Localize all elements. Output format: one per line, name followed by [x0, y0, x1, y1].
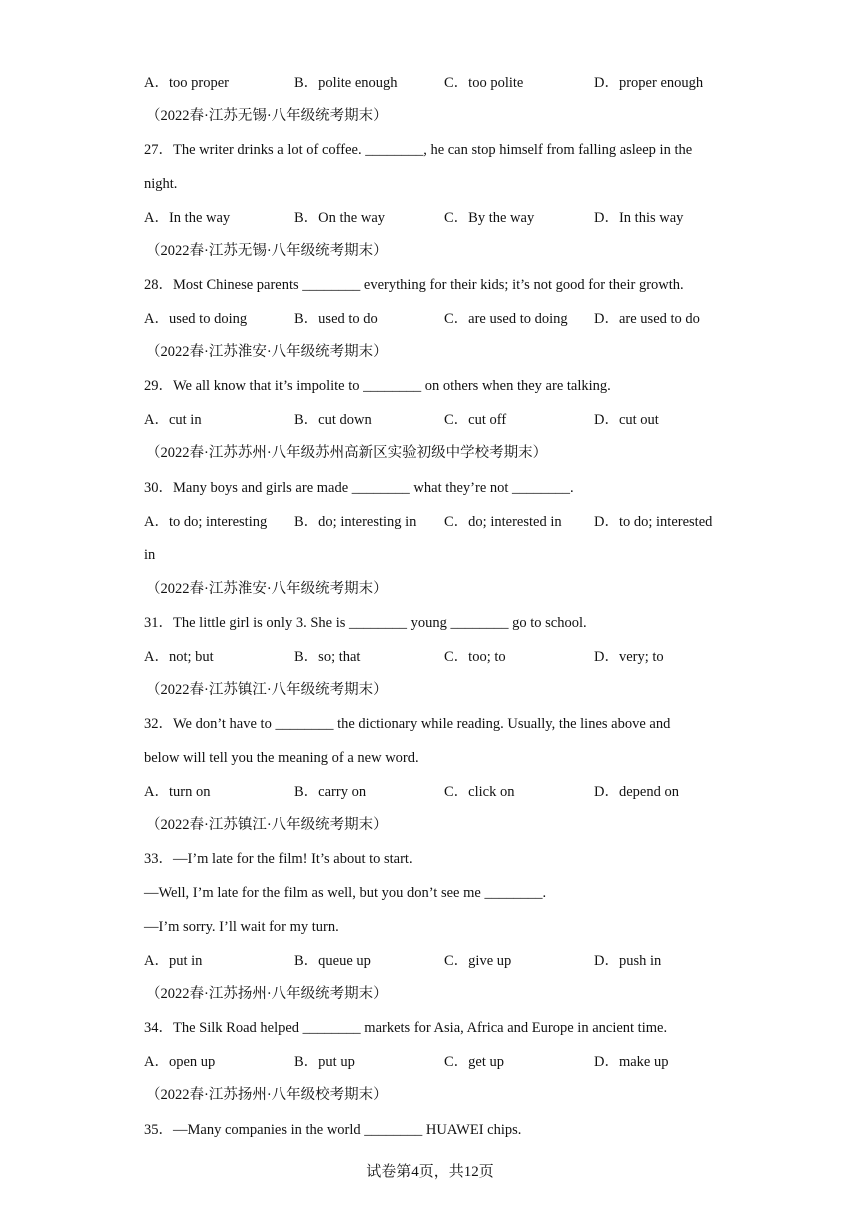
q35-stem: 35．—Many companies in the world ________ HUAWEI chips.	[144, 1122, 522, 1138]
q30-option-d: D．to do; interested	[594, 514, 713, 530]
q29-option-c: C．cut off	[444, 412, 507, 428]
q31-option-c: C．too; to	[444, 649, 506, 665]
q34-option-d: D．make up	[594, 1054, 669, 1070]
q28-stem: 28．Most Chinese parents ________ everything for their kids; it’s not good for their growth.	[144, 277, 684, 293]
q27-stem-line2: night.	[144, 176, 178, 192]
q33-stem-line2: —Well, I’m late for the film as well, but you don’t see me ________.	[144, 885, 547, 901]
q30-option-b: B．do; interesting in	[294, 514, 417, 530]
q28-option-b: B．used to do	[294, 311, 378, 327]
q29-option-b: B．cut down	[294, 412, 372, 428]
q34-option-a: A．open up	[144, 1054, 216, 1070]
q32-option-a: A．turn on	[144, 784, 211, 800]
q29-option-a: A．cut in	[144, 412, 202, 428]
q34-source: （2022春·江苏扬州·八年级校考期末）	[146, 1087, 388, 1103]
page-footer: 试卷第4页，共12页	[366, 1164, 494, 1180]
q33-source: （2022春·江苏扬州·八年级统考期末）	[146, 986, 388, 1002]
q30-option-a: A．to do; interesting	[144, 514, 268, 530]
q32-option-b: B．carry on	[294, 784, 367, 800]
q31-option-a: A．not; but	[144, 649, 214, 665]
q33-options	[144, 950, 744, 972]
q27-option-a: A．In the way	[144, 210, 231, 226]
q30-options	[144, 511, 744, 533]
q28-option-a: A．used to doing	[144, 311, 248, 327]
q28-options	[144, 308, 744, 330]
q34-stem: 34．The Silk Road helped ________ markets for Asia, Africa and Europe in ancient time.	[144, 1020, 668, 1036]
q27-source: （2022春·江苏无锡·八年级统考期末）	[146, 243, 388, 259]
q26-option-b: B．polite enough	[294, 75, 398, 91]
q31-source: （2022春·江苏镇江·八年级统考期末）	[146, 682, 388, 698]
q26-option-c: C．too polite	[444, 75, 524, 91]
q27-option-d: D．In this way	[594, 210, 684, 226]
q33-option-d: D．push in	[594, 953, 662, 969]
q32-option-c: C．click on	[444, 784, 515, 800]
q30-source: （2022春·江苏淮安·八年级统考期末）	[146, 581, 388, 597]
q29-options	[144, 409, 744, 431]
q28-source: （2022春·江苏淮安·八年级统考期末）	[146, 344, 388, 360]
q27-stem-line1: 27．The writer drinks a lot of coffee. ________, he can stop himself from falling asleep in the	[144, 142, 693, 158]
q29-option-d: D．cut out	[594, 412, 659, 428]
q32-options	[144, 781, 744, 803]
q26-source: （2022春·江苏无锡·八年级统考期末）	[146, 108, 388, 124]
q28-option-c: C．are used to doing	[444, 311, 568, 327]
q28-option-d: D．are used to do	[594, 311, 700, 327]
q31-stem: 31．The little girl is only 3. She is ________ young ________ go to school.	[144, 615, 587, 631]
q32-stem-line2: below will tell you the meaning of a new word.	[144, 750, 419, 766]
q30-option-c: C．do; interested in	[444, 514, 562, 530]
q34-options	[144, 1051, 744, 1073]
q34-option-c: C．get up	[444, 1054, 505, 1070]
q26-options	[144, 72, 744, 94]
q31-option-d: D．very; to	[594, 649, 664, 665]
q29-stem: 29．We all know that it’s impolite to ________ on others when they are talking.	[144, 378, 611, 394]
q32-stem-line1: 32．We don’t have to ________ the dictionary while reading. Usually, the lines above and	[144, 716, 671, 732]
q31-option-b: B．so; that	[294, 649, 361, 665]
q29-source: （2022春·江苏苏州·八年级苏州高新区实验初级中学校考期末）	[146, 445, 548, 461]
q27-option-b: B．On the way	[294, 210, 386, 226]
q33-option-a: A．put in	[144, 953, 203, 969]
q30-option-d-wrap: in	[144, 547, 156, 563]
q27-options	[144, 207, 744, 229]
q27-option-c: C．By the way	[444, 210, 535, 226]
q33-option-b: B．queue up	[294, 953, 371, 969]
q33-stem-line3: —I’m sorry. I’ll wait for my turn.	[144, 919, 339, 935]
q31-options	[144, 646, 744, 668]
q26-option-a: A．too proper	[144, 75, 229, 91]
q33-option-c: C．give up	[444, 953, 512, 969]
q32-source: （2022春·江苏镇江·八年级统考期末）	[146, 817, 388, 833]
q30-stem: 30．Many boys and girls are made ________ what they’re not ________.	[144, 480, 574, 496]
q34-option-b: B．put up	[294, 1054, 355, 1070]
q26-option-d: D．proper enough	[594, 75, 704, 91]
q32-option-d: D．depend on	[594, 784, 679, 800]
q33-stem-line1: 33．—I’m late for the film! It’s about to start.	[144, 851, 413, 867]
